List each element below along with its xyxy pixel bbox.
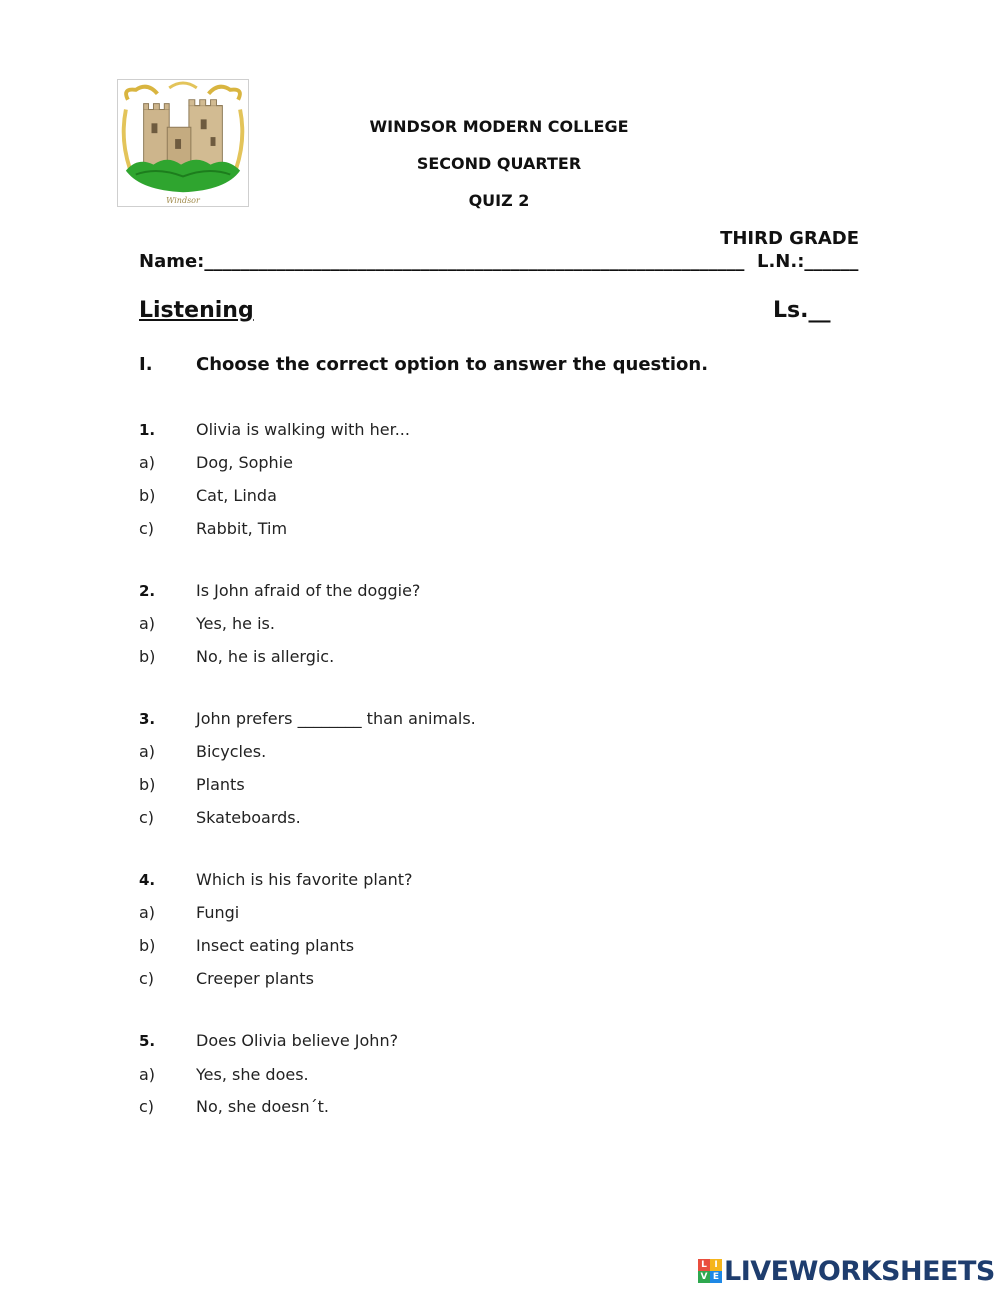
option-text[interactable]: Cat, Linda <box>196 486 277 505</box>
option-text[interactable]: Creeper plants <box>196 969 314 988</box>
option-letter: b) <box>139 486 156 505</box>
option-letter: c) <box>139 1097 155 1116</box>
question-text: Does Olivia believe John? <box>196 1031 399 1050</box>
option-text[interactable]: Dog, Sophie <box>196 453 293 472</box>
logo-caption: Windsor <box>166 196 200 205</box>
icon-letter: L <box>698 1259 710 1271</box>
question-number: 3. <box>139 710 156 728</box>
list-number-field[interactable]: L.N.:______ <box>757 251 859 272</box>
option-letter: a) <box>139 614 156 633</box>
instruction-number: I. <box>139 354 153 375</box>
option-text[interactable]: Insect eating plants <box>196 936 355 955</box>
question-text: Is John afraid of the doggie? <box>196 581 421 600</box>
section-title: Listening <box>139 298 254 323</box>
option-text[interactable]: No, she doesn´t. <box>196 1097 329 1116</box>
icon-letter: E <box>710 1271 722 1283</box>
quarter-label: SECOND QUARTER <box>416 154 582 173</box>
school-name: WINDSOR MODERN COLLEGE <box>369 117 629 136</box>
option-text[interactable]: Skateboards. <box>196 808 301 827</box>
name-field[interactable]: Name:____________________________________________________________ <box>139 251 745 272</box>
quiz-label: QUIZ 2 <box>468 191 530 210</box>
option-letter: b) <box>139 647 156 666</box>
grade-label: THIRD GRADE <box>720 228 859 249</box>
question-number: 1. <box>139 421 156 439</box>
option-letter: a) <box>139 742 156 761</box>
question-text: John prefers ________ than animals. <box>196 709 476 728</box>
option-text[interactable]: No, he is allergic. <box>196 647 335 666</box>
castle-crest-icon <box>118 80 248 206</box>
option-letter: b) <box>139 775 156 794</box>
brand-text: LIVEWORKSHEETS <box>724 1255 995 1287</box>
option-text[interactable]: Yes, she does. <box>196 1065 309 1084</box>
question-text: Which is his favorite plant? <box>196 870 413 889</box>
option-text[interactable]: Bicycles. <box>196 742 267 761</box>
question-text: Olivia is walking with her... <box>196 420 410 439</box>
option-letter: b) <box>139 936 156 955</box>
option-letter: a) <box>139 903 156 922</box>
instruction-text: Choose the correct option to answer the question. <box>196 354 709 375</box>
icon-letter: I <box>710 1259 722 1271</box>
option-letter: a) <box>139 453 156 472</box>
question-number: 5. <box>139 1032 156 1050</box>
option-text[interactable]: Fungi <box>196 903 240 922</box>
section-score: Ls.__ <box>773 298 831 323</box>
liveworksheets-icon <box>698 1259 722 1283</box>
school-logo <box>117 79 249 207</box>
question-number: 4. <box>139 871 156 889</box>
option-letter: c) <box>139 519 155 538</box>
question-number: 2. <box>139 582 156 600</box>
option-text[interactable]: Rabbit, Tim <box>196 519 288 538</box>
option-text[interactable]: Plants <box>196 775 245 794</box>
option-letter: c) <box>139 808 155 827</box>
liveworksheets-brand <box>698 1256 995 1286</box>
icon-letter: V <box>698 1271 710 1283</box>
option-letter: c) <box>139 969 155 988</box>
option-letter: a) <box>139 1065 156 1084</box>
option-text[interactable]: Yes, he is. <box>196 614 275 633</box>
